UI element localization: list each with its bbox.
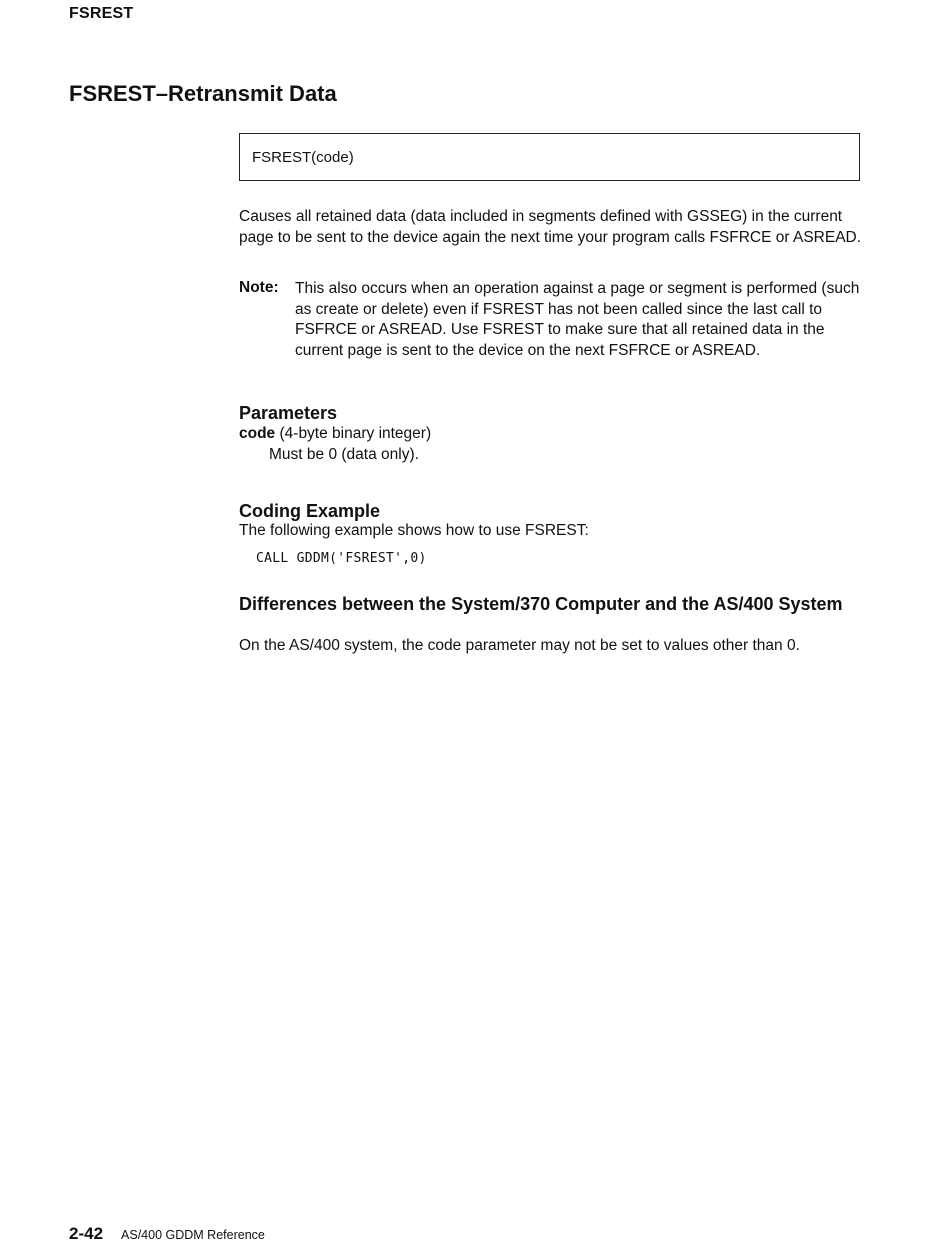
- parameter-description: Must be 0 (data only).: [269, 446, 419, 463]
- intro-paragraph: Causes all retained data (data included in segments defined with GSSEG) in the current page to be sent to the device again the next time your program calls FSFRCE or ASREAD.: [239, 208, 862, 246]
- differences-text: On the AS/400 system, the code parameter may not be set to values other than 0.: [239, 637, 800, 654]
- page-title: FSREST–Retransmit Data: [69, 81, 337, 106]
- running-head: FSREST: [69, 5, 134, 22]
- page-footer: [69, 1224, 265, 1244]
- code-sample: CALL GDDM('FSREST',0): [256, 551, 427, 566]
- parameter-entry: [239, 425, 431, 443]
- differences-heading: Differences between the System/370 Computer and the AS/400 System: [239, 594, 843, 614]
- page-number: 2-42: [69, 1224, 104, 1243]
- parameters-heading: Parameters: [239, 403, 338, 423]
- syntax-box: [239, 133, 860, 181]
- parameter-type: (4-byte binary integer): [275, 425, 432, 442]
- coding-example-text: The following example shows how to use FSREST:: [239, 522, 589, 539]
- book-title: AS/400 GDDM Reference: [121, 1228, 265, 1242]
- syntax-text: FSREST(code): [252, 149, 354, 166]
- coding-example-heading: Coding Example: [239, 501, 381, 521]
- parameter-name: code: [239, 425, 276, 442]
- note-label: Note:: [239, 279, 279, 296]
- note-text: This also occurs when an operation against a page or segment is performed (such as create or delete) even if FSREST has not been called since the last call to FSFRCE or ASREAD. Use FSREST to make sure that all retained data in the current page is sent to the device on the next FSFRCE or ASREAD.: [295, 280, 860, 359]
